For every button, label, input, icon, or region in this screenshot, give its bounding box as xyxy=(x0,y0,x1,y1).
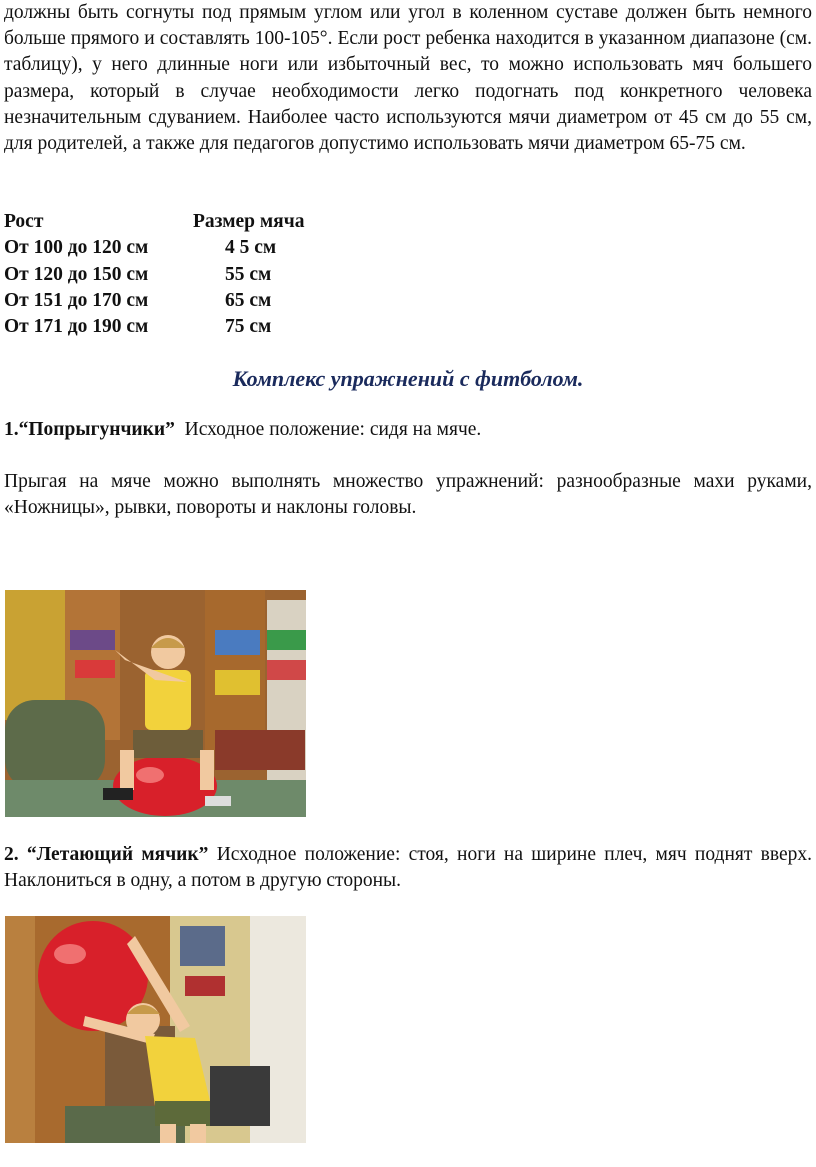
row-height: От 171 до 190 см xyxy=(4,316,149,338)
photo-1-illustration xyxy=(5,590,306,817)
exercise-2-line xyxy=(4,842,812,894)
exercise-2-start-position: Исходное положение: стоя, ноги на ширине плеч, мяч поднят вверх. Наклониться в одну, а потом в другую стороны. xyxy=(4,844,812,892)
row-size: 55 см xyxy=(225,263,272,285)
header-size: Размер мяча xyxy=(193,211,305,232)
row-size: 75 см xyxy=(225,316,272,338)
photo-2-illustration xyxy=(5,916,306,1143)
table-row xyxy=(4,288,404,314)
section-heading: Комплекс упражнений с фитболом. xyxy=(232,366,584,391)
exercise-1-start-position: Исходное положение: сидя на мяче. xyxy=(184,419,482,440)
row-height: От 151 до 170 см xyxy=(4,289,149,311)
exercise-1-title: 1.“Попрыгунчики” xyxy=(4,419,175,440)
table-row xyxy=(4,235,404,261)
exercise-1-line xyxy=(4,417,812,443)
row-height: От 100 до 120 см xyxy=(4,237,149,259)
table-row xyxy=(4,262,404,288)
photo-child-bending-with-ball xyxy=(5,916,306,1143)
row-size: 4 5 см xyxy=(225,237,277,259)
table-row xyxy=(4,314,404,340)
table-header-row xyxy=(4,209,404,235)
row-size: 65 см xyxy=(225,289,272,311)
ball-size-table xyxy=(4,209,404,340)
exercise-1-description: Прыгая на мяче можно выполнять множество упражнений: разнообразные махи руками, «Ножницы», рывки, повороты и наклоны головы. xyxy=(4,471,812,519)
photo-child-sitting-on-ball xyxy=(5,590,306,817)
exercise-2-title: 2. “Летающий мячик” xyxy=(4,844,209,865)
header-height: Рост xyxy=(4,211,44,232)
intro-paragraph: должны быть согнуты под прямым углом или угол в коленном суставе должен быть немного больше прямого и составлять 100-105°. Если рост ребенка находится в указанном диапазоне (см. таблицу), у него длинные ноги или избыточный вес, то можно использовать мяч большего размера, который в случае необходимости легко подогнать под конкретного человека незначительным сдуванием. Наиболее часто используются мячи диаметром от 45 см до 55 см, для родителей, а также для педагогов допустимо использовать мячи диаметром 65-75 см. xyxy=(4,2,812,155)
row-height: От 120 до 150 см xyxy=(4,263,149,285)
